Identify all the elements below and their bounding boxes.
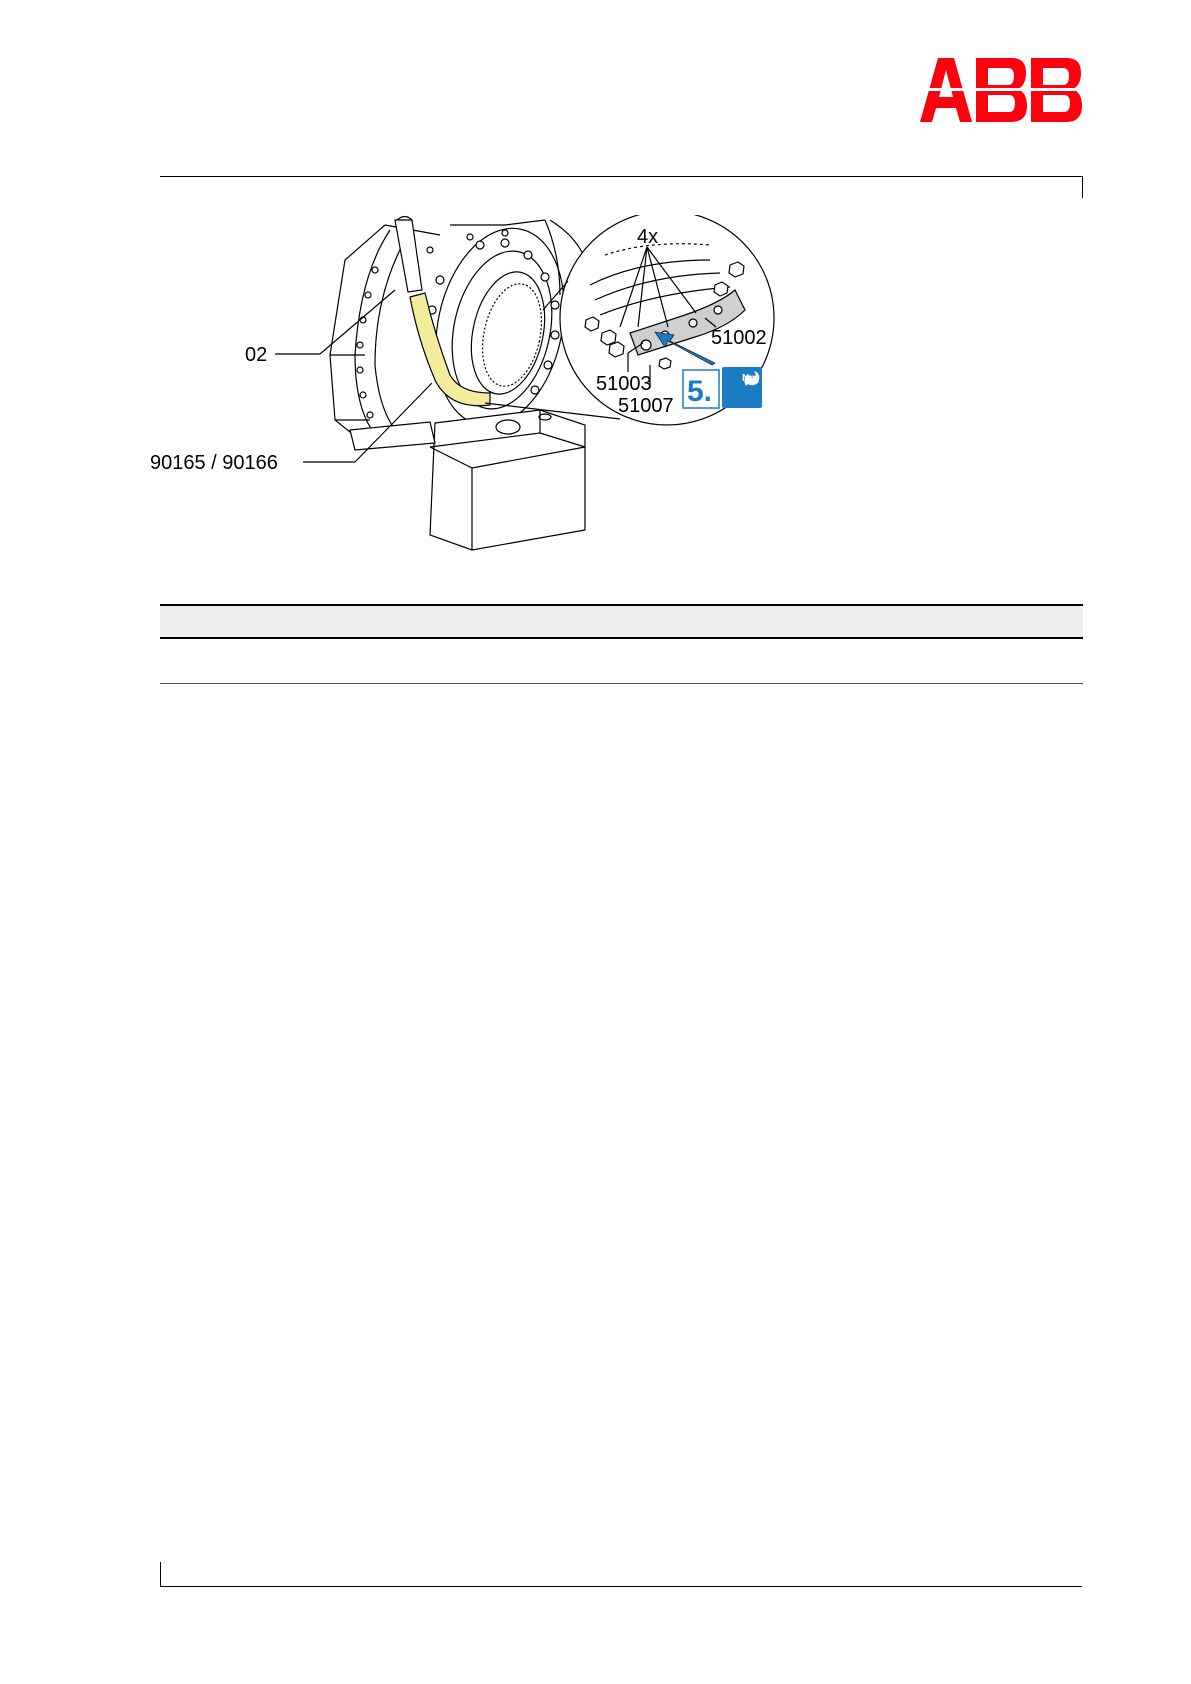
header-rule-tick bbox=[1082, 176, 1083, 198]
callout-51002: 51002 bbox=[711, 327, 767, 349]
callout-4x: 4x bbox=[637, 226, 659, 248]
callout-90165-90166: 90165 / 90166 bbox=[150, 452, 278, 474]
torque-wrench-icon bbox=[722, 367, 762, 408]
callout-02: 02 bbox=[245, 344, 268, 366]
footer-rule bbox=[160, 1586, 1082, 1587]
callout-51003: 51003 bbox=[596, 373, 652, 395]
step-number: 5. bbox=[687, 375, 713, 408]
footer-rule-tick bbox=[160, 1562, 161, 1586]
header-rule bbox=[160, 176, 1082, 177]
abb-logo bbox=[920, 58, 1082, 122]
technical-illustration bbox=[150, 215, 850, 570]
table-header-band bbox=[160, 604, 1083, 639]
torque-badge-label: Nm bbox=[742, 373, 759, 384]
logo-text: ABB bbox=[920, 58, 923, 59]
step-number-box bbox=[683, 370, 719, 408]
table-row bbox=[160, 637, 1083, 684]
callout-51007: 51007 bbox=[618, 395, 674, 417]
